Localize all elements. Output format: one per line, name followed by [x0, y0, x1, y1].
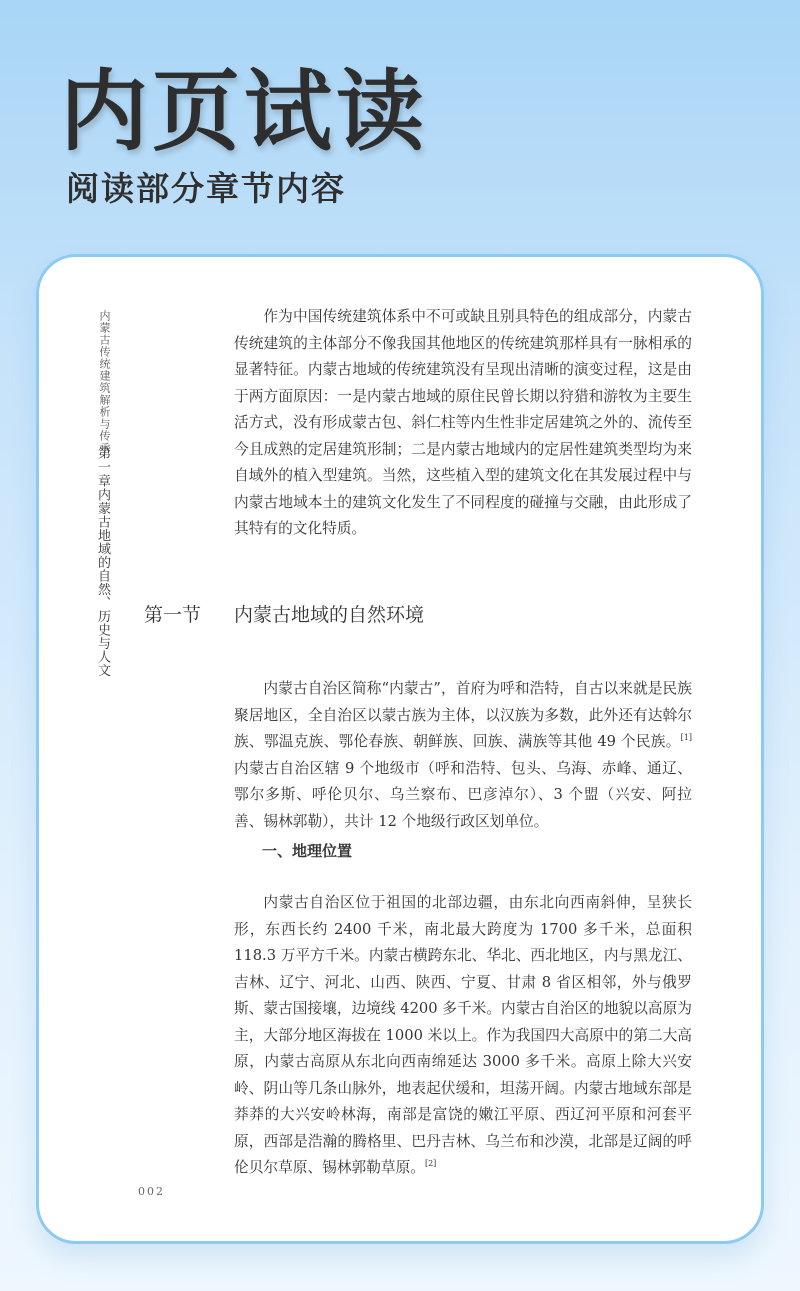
subheading-geography: 一、地理位置	[262, 842, 353, 860]
footnote-ref-1[interactable]: [1]	[680, 733, 692, 743]
page-number: 002	[138, 1185, 165, 1198]
section-paragraph-text-cont: 内蒙古自治区辖 9 个地级市（呼和浩特、包头、乌海、赤峰、通辽、鄂尔多斯、呼伦贝尔、乌兰察布、巴彦淖尔）、3 个盟（兴安、阿拉善、锡林郭勒），共计 12 个地级行政区划单位。	[234, 759, 692, 830]
intro-paragraph: 作为中国传统建筑体系中不可或缺且别具特色的组成部分，内蒙古传统建筑的主体部分不像我国其他地区的传统建筑那样具有一脉相承的显著特征。内蒙古地域的传统建筑没有呈现出清晰的演变过程，这是由于两方面原因：一是内蒙古地域的原住民曾长期以狩猎和游牧为主要生活方式，没有形成蒙古包、斜仁柱等内生性非定居建筑之外的、流传至今且成熟的定居建筑形制；二是内蒙古地域内的定居性建筑类型均为来自域外的植入型建筑。当然，这些植入型的建筑文化在其发展过程中与内蒙古地域本土的建筑文化发生了不同程度的碰撞与交融，由此形成了其特有的文化特质。	[234, 308, 692, 537]
section-title: 内蒙古地域的自然环境	[234, 604, 425, 626]
running-head-book-title: 内蒙古传统建筑解析与传承	[98, 310, 111, 454]
geography-paragraph-text: 内蒙古自治区位于祖国的北部边疆，由东北向西南斜伸，呈狭长形，东西长约 2400 千米，南北最大跨度为 1700 多千米，总面积 118.3 万平方千米。内蒙古横跨东北、华北、西北地区，内与黑龙江、吉林、辽宁、河北、山西、陕西、宁夏、甘肃 8 省区相邻，外与俄罗斯、蒙古国接壤，边境线 4200 多千米。内蒙古自治区的地貌以高原为主，大部分地区海拔在 1000 米以上。作为我国四大高原中的第二大高原，内蒙古高原从东北向西南绵延达 3000 多千米。高原上除大兴安岭、阴山等几条山脉外，地表起伏缓和，坦荡开阔。内蒙古地域东部是莽莽的大兴安岭林海，南部是富饶的嫩江平原、西辽河平原和河套平原，西部是浩瀚的腾格里、巴丹吉林、乌兰布和沙漠，北部是辽阔的呼伦贝尔草原、锡林郭勒草原。	[234, 894, 692, 1176]
footnote-ref-2[interactable]: [2]	[424, 1159, 437, 1169]
running-head-chapter-title: 内蒙古地域的自然、历史与人文	[95, 488, 110, 677]
hero-title: 内页试读	[60, 60, 429, 163]
section-number: 第一节	[144, 604, 202, 626]
running-head-chapter-number: 第一章	[95, 446, 110, 488]
hero-subtitle: 阅读部分章节内容	[66, 169, 346, 208]
section-paragraph-text: 内蒙古自治区简称“内蒙古”，首府为呼和浩特，自古以来就是民族聚居地区，全自治区以蒙古族为主体，以汉族为多数，此外还有达斡尔族、鄂温克族、鄂伦春族、朝鲜族、回族、满族等其他 49 个民族。	[234, 680, 692, 750]
geography-paragraph	[234, 890, 692, 1182]
section-paragraph	[234, 676, 692, 835]
